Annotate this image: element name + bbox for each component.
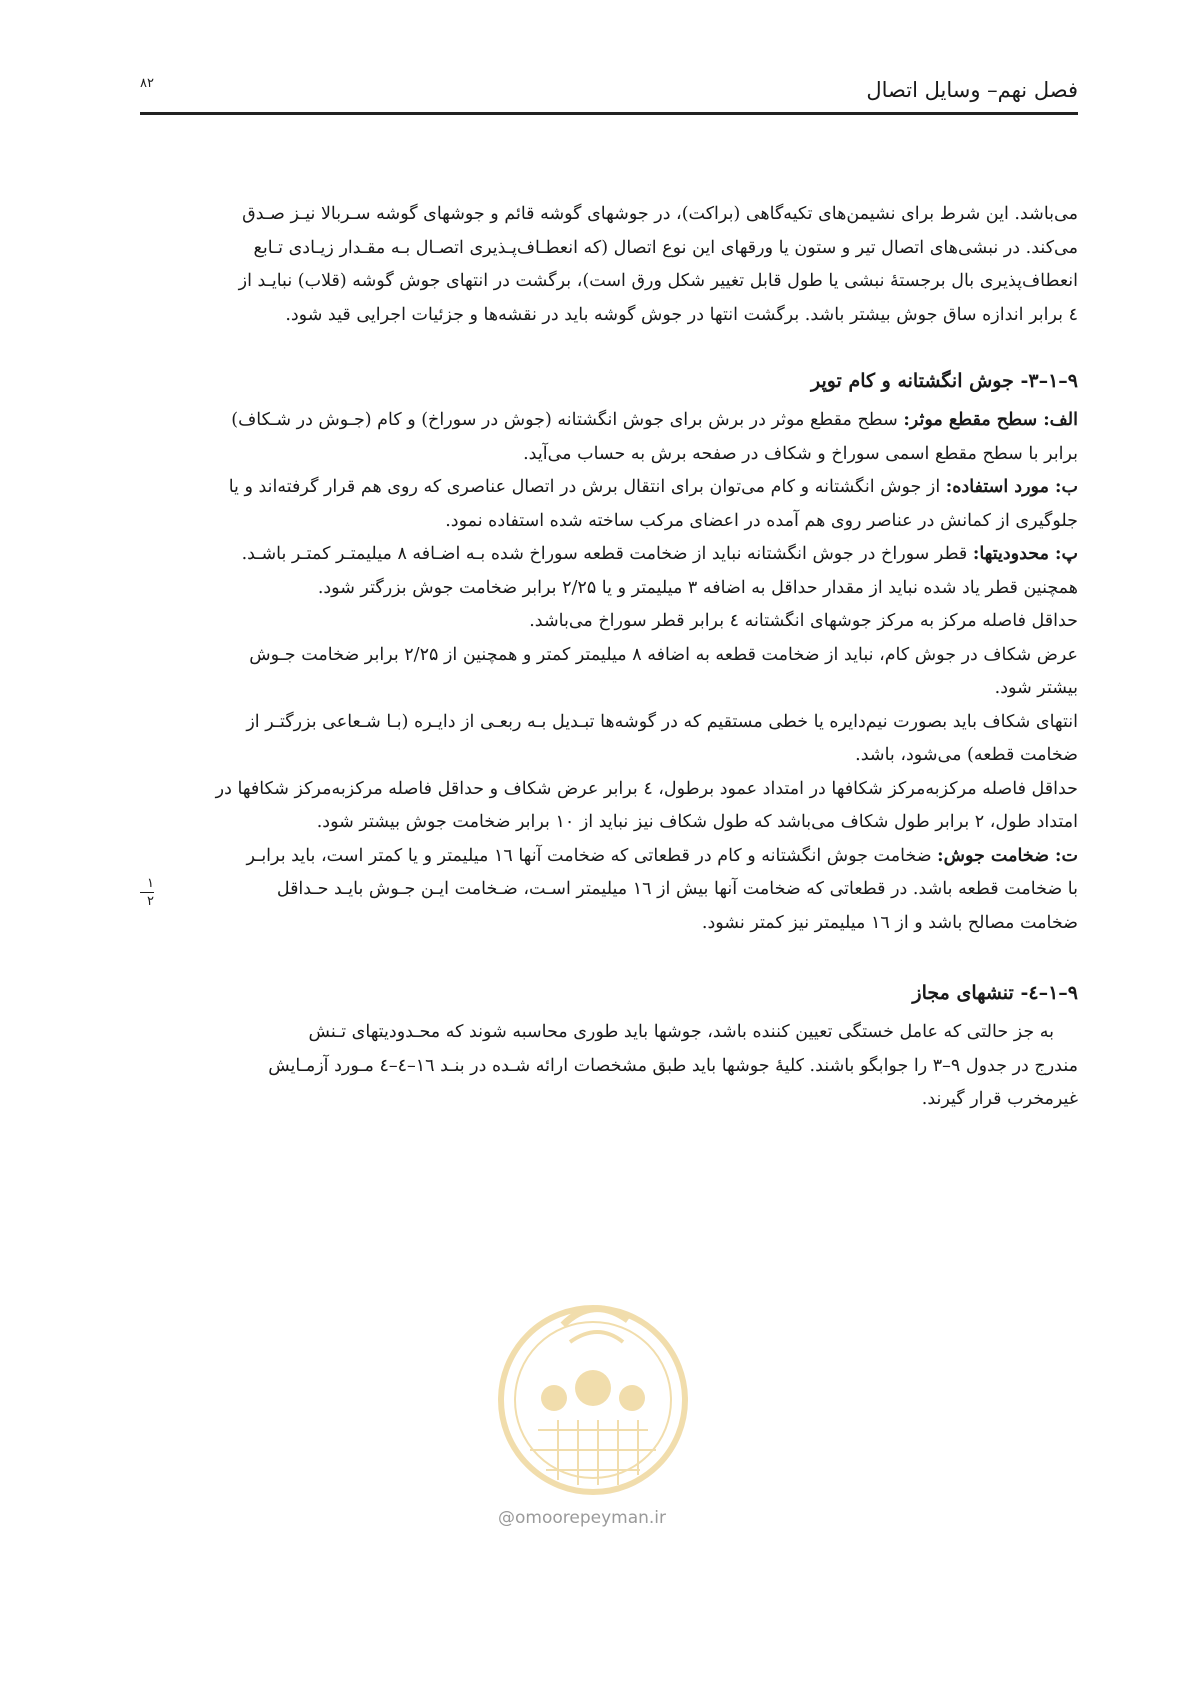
paragraph-line <box>140 404 1078 438</box>
paragraph-line: همچنین قطر یاد شده نباید از مقدار حداقل به اضافه ۳ میلیمتر و یا ۲/۲۵ برابر ضخامت جوش بزرگتر شود. <box>317 577 1078 598</box>
clause-text: با ضخامت قطعه باشد. در قطعاتی که ضخامت آنها بیش از ۱٦ میلیمتر اسـت، ضـخامت ایـن جـوش بایـد حـداقل <box>276 879 1078 899</box>
paragraph-line: عرض شکاف در جوش کام، نباید از ضخامت قطعه به اضافه ۸ میلیمتر کمتر و همچنین از ۲/۲۵ برابر ضخامت جـوش <box>249 644 1078 665</box>
section-heading: ۹–۱–٤- تنشهای مجاز <box>912 982 1078 1004</box>
clause-pe <box>140 538 1078 840</box>
clause-te <box>140 840 1078 941</box>
watermark-text: @omoorepeyman.ir <box>497 1508 667 1528</box>
allowable-stress-paragraph <box>140 1016 1078 1117</box>
fraction-denominator: ۲ <box>147 894 154 909</box>
paragraph-line: ٤ برابر اندازه ساق جوش بیشتر باشد. برگشت انتها در جوش گوشه باید در نقشه‌ها و جزئیات اجرایی قید شود. <box>285 304 1078 325</box>
paragraph-line: می‌باشد. این شرط برای نشیمن‌های تکیه‌گاهی (براکت)، در جوشهای گوشه قائم و جوشهای گوشه سـربالا نیـز صـدق <box>242 204 1078 224</box>
clause-label: الف: سطح مقطع موثر: <box>903 410 1078 430</box>
paragraph-line: غیرمخرب قرار گیرند. <box>921 1089 1078 1109</box>
page-header <box>140 70 1078 116</box>
clause-label: پ: محدودیتها: <box>972 544 1078 564</box>
clause-label: ب: مورد استفاده: <box>945 477 1078 497</box>
paragraph-line <box>140 840 1078 874</box>
fraction-one-half <box>140 877 154 908</box>
fraction-numerator: ۱ <box>147 876 154 891</box>
page-number: ۸۲ <box>140 76 154 91</box>
paragraph-line <box>140 471 1078 505</box>
section-heading: ۹–۱–۳- جوش انگشتانه و کام توپر <box>810 370 1078 392</box>
clause-text: سطح مقطع موثر در برش برای جوش انگشتانه (جوش در سوراخ) و کام (جـوش در شـکاف) <box>231 410 904 430</box>
paragraph-line: جلوگیری از کمانش در عناصر روی هم آمده در اعضای مرکب ساخته شده استفاده نمود. <box>445 510 1078 531</box>
watermark-logo-icon <box>468 1280 718 1500</box>
paragraph-line: ضخامت قطعه) می‌شود، باشد. <box>855 745 1078 765</box>
paragraph-line: حداقل فاصله مرکزبه‌مرکز شکافها در امتداد عمود برطول، ٤ برابر عرض شکاف و حداقل فاصله مرکزبه‌مرکز شکافها در <box>215 778 1078 799</box>
clause-label: ت: ضخامت جوش: <box>937 845 1078 866</box>
chapter-title: فصل نهم– وسایل اتصال <box>866 78 1078 102</box>
clause-text: ضخامت جوش انگشتانه و کام در قطعاتی که ضخامت آنها ۱٦ میلیمتر و یا کمتر است، باید برابـر <box>246 845 938 866</box>
paragraph-line: به جز حالتی که عامل خستگی تعیین کننده باشد، جوشها باید طوری محاسبه شوند که محـدودیتهای تـنش <box>308 1022 1054 1042</box>
paragraph-line: برابر با سطح مقطع اسمی سوراخ و شکاف در صفحه برش به حساب می‌آید. <box>523 443 1078 464</box>
page-body <box>140 198 1078 1117</box>
paragraph-line: مندرج در جدول ۹–۳ را جوابگو باشند. کلیهٔ جوشها باید طبق مشخصات ارائه شـده در بنـد ۱٦–٤–٤ مـورد آزمـایش <box>268 1055 1078 1076</box>
intro-paragraph <box>140 198 1078 332</box>
clause-text: قطر سوراخ در جوش انگشتانه نباید از ضخامت قطعه سوراخ شده بـه اضـافه ۸ میلیمتـر کمتـر باشـد. <box>241 544 973 564</box>
paragraph-line: امتداد طول، ۲ برابر طول شکاف می‌باشد که طول شکاف نیز نباید از ۱۰ برابر ضخامت جوش بیشتر شود. <box>316 812 1078 832</box>
paragraph-line: ضخامت مصالح باشد و از ۱٦ میلیمتر نیز کمتر نشود. <box>701 912 1078 933</box>
paragraph-line: انتهای شکاف باید بصورت نیم‌دایره یا خطی مستقیم که در گوشه‌ها تبـدیل بـه ربعـی از دایـره (بـا شـعاعی بزرگتـر از <box>246 711 1078 732</box>
clause-text: از جوش انگشتانه و کام می‌توان برای انتقال برش در اتصال عناصری که روی هم قرار گرفته‌اند و یا <box>228 477 946 497</box>
paragraph-line <box>140 538 1078 572</box>
header-divider <box>140 112 1078 115</box>
paragraph-line: انعطاف‌پذیری بال برجستهٔ نبشی یا طول قابل تغییر شکل ورق است)، برگشت در انتهای جوش گوشه (قلاب) نبایـد از <box>238 271 1078 291</box>
clause-be <box>140 471 1078 538</box>
paragraph-line: بیشتر شود. <box>994 678 1078 698</box>
paragraph-line: حداقل فاصله مرکز به مرکز جوشهای انگشتانه ٤ برابر قطر سوراخ می‌باشد. <box>529 611 1078 631</box>
paragraph-line <box>140 873 1078 907</box>
clause-alef <box>140 404 1078 471</box>
fraction-bar <box>140 892 154 893</box>
paragraph-line: می‌کند. در نبشی‌های اتصال تیر و ستون یا ورقهای این نوع اتصال (که انعطـاف‌پـذیری اتصـال بـه مقـدار زیـادی تـابع <box>253 237 1078 258</box>
